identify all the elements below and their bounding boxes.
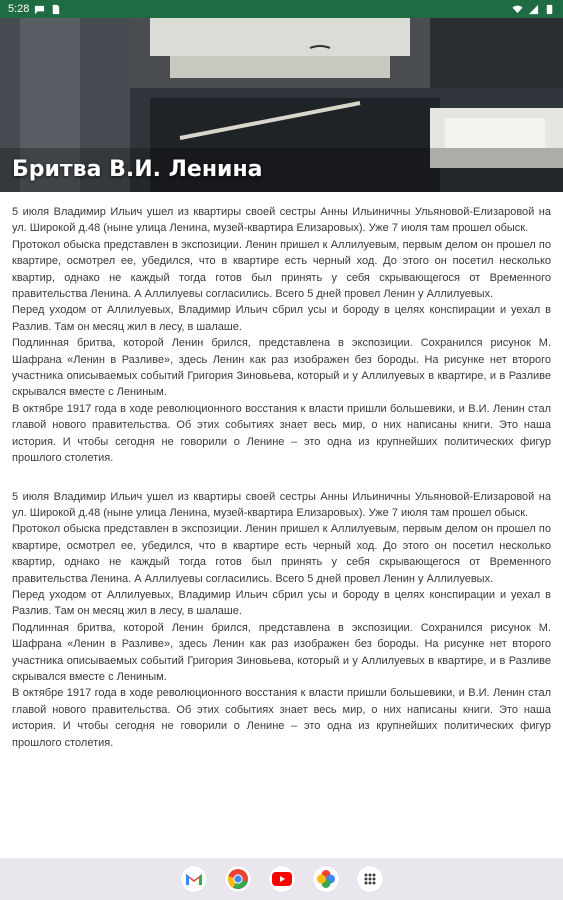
wifi-icon [512,4,523,15]
article-paragraph: В октябре 1917 года в ходе революционного восстания к власти пришли большевики, и В.И. Ленин стал главой нового правительства. Об этих событиях знает весь мир, о них написаны книги. Это наша история. И чтобы сегодня не говорили о Ленине – это одна из крупнейших политических фигур прошлого столетия. [12,687,551,749]
app-drawer-icon[interactable] [357,866,383,892]
chat-icon [34,4,45,15]
article-paragraph: Перед уходом от Аллилуевых, Владимир Ильич сбрил усы и бороду в целях конспирации и уехал в Разлив. Там он месяц жил в лесу, в шалаше. [12,304,551,333]
page-title: Бритва В.И. Ленина [12,157,263,182]
sd-card-icon [50,4,61,15]
battery-icon [544,4,555,15]
status-bar [0,0,563,18]
signal-icon [528,4,539,15]
article-paragraph: 5 июля Владимир Ильич ушел из квартиры своей сестры Анны Ильиничны Ульяновой-Елизаровой на ул. Широкой д.48 (ныне улица Ленина, музей-квартира Елизаровых). Уже 7 июля там прошел обыск. [12,206,551,235]
header-image [0,18,563,192]
article-block-2 [12,489,551,752]
article-paragraph: 5 июля Владимир Ильич ушел из квартиры своей сестры Анны Ильиничны Ульяновой-Елизаровой на ул. Широкой д.48 (ныне улица Ленина, музей-квартира Елизаровых). Уже 7 июля там прошел обыск. [12,490,551,519]
photos-icon[interactable] [313,866,339,892]
article-body [12,204,551,751]
status-right [512,4,555,15]
article-block-1 [12,204,551,467]
article-paragraph: Перед уходом от Аллилуевых, Владимир Ильич сбрил усы и бороду в целях конспирации и уехал в Разлив. Там он месяц жил в лесу, в шалаше. [12,588,551,618]
article-paragraph: Протокол обыска представлен в экспозиции. Ленин пришел к Аллилуевым, первым делом он прошел по квартире, осмотрел ее, убедился, что в квартире есть черный ход. До этого он посетил несколько квартир, однако не каждый тогда готов был принять у себя скрывающегося от Временного правительства Ленина. А Аллилуевы согласились. Всего 5 дней провел Ленин у Аллилуевых. [12,523,551,585]
article-paragraph: Подлинная бритва, которой Ленин брился, представлена в экспозиции. Сохранился рисунок М. Шафрана «Ленин в Разливе», здесь Ленин как раз изображен без бороды. На рисунке нет второго участника описываемых событий Григория Зиновьева, который и у Аллилуевых в квартире, и в Разливе скрывался вместе с Лениным. [12,621,551,683]
youtube-icon[interactable] [269,866,295,892]
status-left [8,3,61,15]
article-paragraph: Протокол обыска представлен в экспозиции. Ленин пришел к Аллилуевым, первым делом он прошел по квартире, осмотрел ее, убедился, что в квартире есть черный ход. До этого он посетил несколько квартир, однако не каждый тогда готов был принять у себя скрывающегося от Временного правительства Ленина. А Аллилуевы согласились. Всего 5 дней провел Ленин у Аллилуевых. [12,238,551,301]
article-paragraph: Подлинная бритва, которой Ленин брился, представлена в экспозиции. Сохранился рисунок М. Шафрана «Ленин в Разливе», здесь Ленин как раз изображен без бороды. На рисунке нет второго участника описываемых событий Григория Зиновьева, который и у Аллилуевых в квартире, и в Разливе скрывался вместе с Лениным. [12,337,551,399]
chrome-icon[interactable] [225,866,251,892]
block-spacer [12,467,551,489]
status-time: 5:28 [8,3,30,15]
article-paragraph: В октябре 1917 года в ходе революционного восстания к власти пришли большевики, и В.И. Ленин стал главой нового правительства. Об этих событиях знает весь мир, о них написаны книги. Это наша история. И чтобы сегодня не говорили о Ленине – это одна из крупнейших политических фигур прошлого столетия. [12,402,551,465]
app-dock [0,858,563,900]
gmail-icon[interactable] [181,866,207,892]
